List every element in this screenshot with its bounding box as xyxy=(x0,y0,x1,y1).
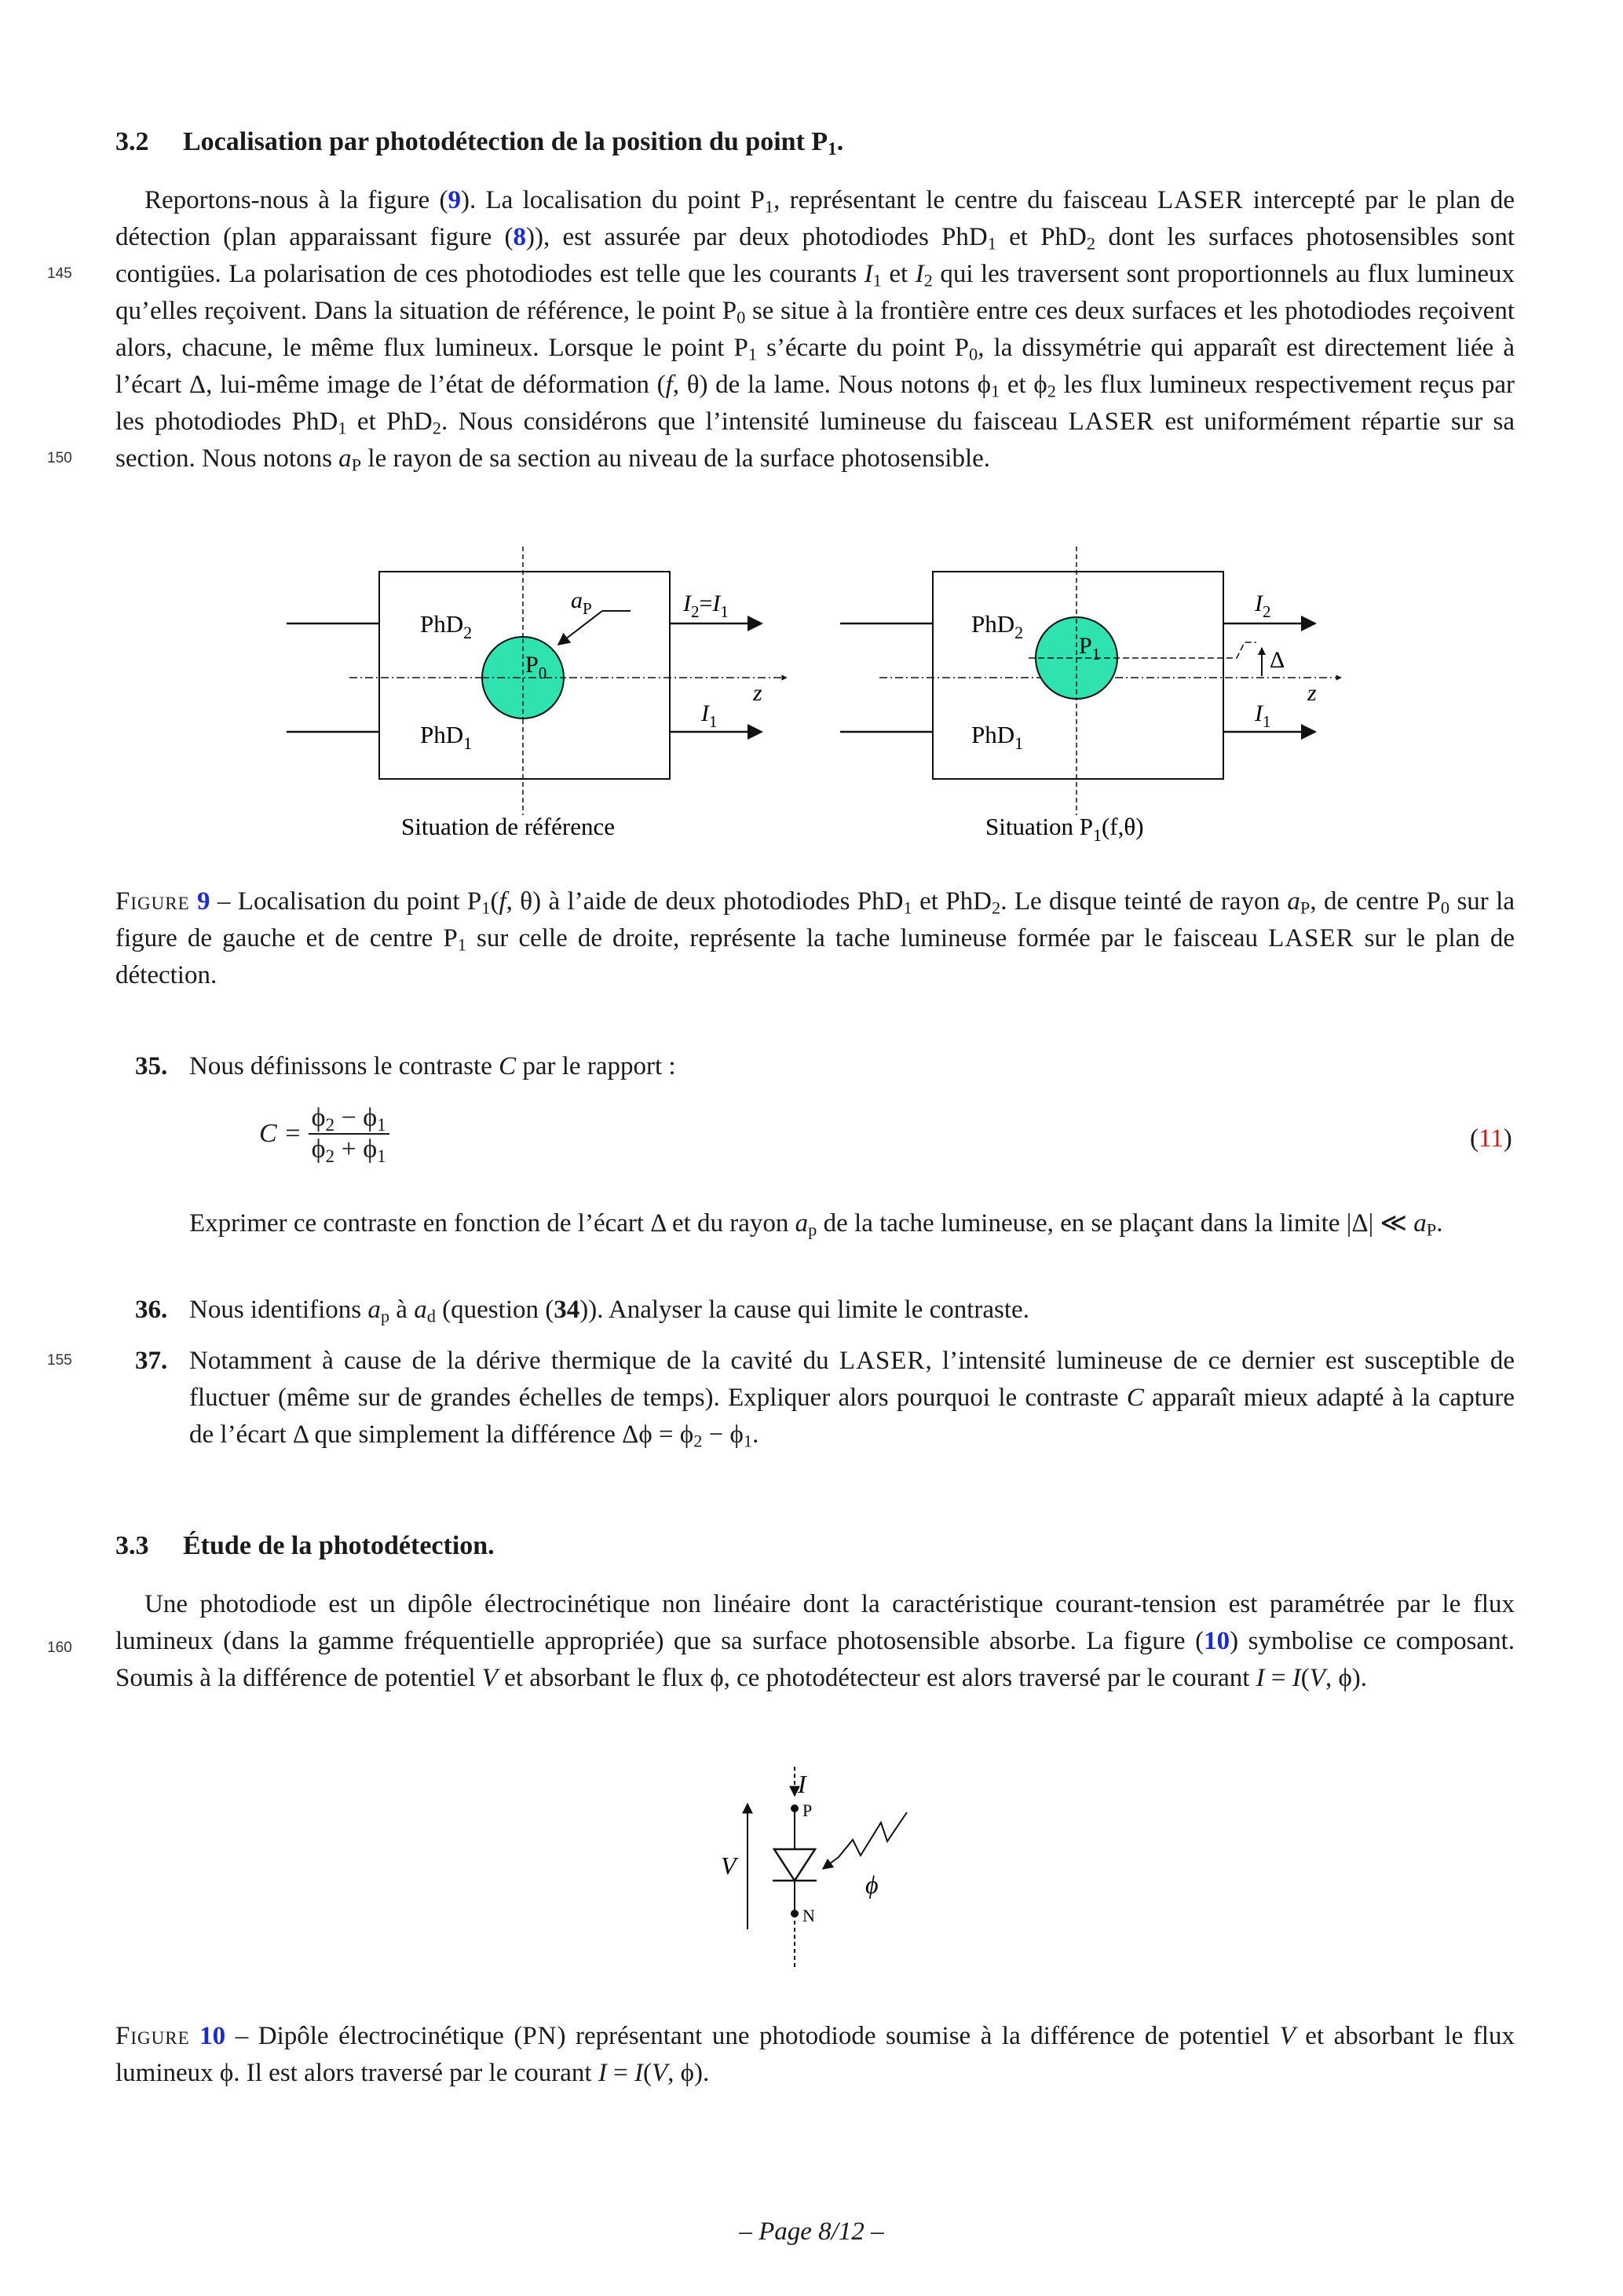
label-i2: $I_2$ xyxy=(1255,590,1271,621)
question-37 xyxy=(115,1343,1515,1453)
label-flux: ϕ xyxy=(865,1870,879,1899)
question-text: Exprimer ce contraste en fonction de l’écart Δ et du rayon $a_p$ de la tache lumineuse, en se plaçant dans la limite |Δ| ≪ $a_P$. xyxy=(189,1209,1443,1240)
figure-10-caption: Figure 10 – Dipôle électrocinétique (PN) représentant une photodiode soumise à la différence de potentiel V et absorbant le flux lumineux ϕ. Il est alors traversé par le courant I = I(V, ϕ). xyxy=(115,2022,1515,2087)
label-current: I xyxy=(798,1770,806,1798)
light-arrow xyxy=(823,1857,839,1869)
section-number: 3.2 xyxy=(115,127,149,156)
label-p: P xyxy=(802,1801,813,1820)
ref-question-34[interactable]: 34 xyxy=(554,1296,580,1324)
section-title-end: . xyxy=(836,127,844,156)
question-35-instruction xyxy=(115,1205,1515,1242)
ref-figure-8[interactable]: 8 xyxy=(513,223,527,251)
figure-9-left xyxy=(287,547,787,840)
paragraph-photodetection: Une photodiode est un dipôle électrocinétique non linéaire dont la caractéristique courant-tension est paramétrée par le flux lumineux (dans la gamme fréquentielle appropriée) que sa surface photosensible absorbe. La figure (10) symbolise ce composant. Soumis à la différence de potentiel V et absorbant le flux ϕ, ce photodétecteur est alors traversé par le courant I = I(V, ϕ). xyxy=(115,1590,1515,1692)
line-number: 145 xyxy=(47,265,72,282)
label-i2-eq-i1: $I_2=I_1$ xyxy=(683,590,729,621)
question-number: 36. xyxy=(135,1296,168,1324)
line-number: 150 xyxy=(47,450,72,466)
page-footer: – Page 8/12 – xyxy=(739,2217,884,2246)
line-number: 160 xyxy=(47,1640,72,1656)
label-i1: $I_1$ xyxy=(701,700,718,731)
label-n: N xyxy=(802,1906,815,1925)
section-title: Localisation par photodétection de la position du point P xyxy=(183,127,828,156)
section-number: 3.3 xyxy=(115,1531,149,1560)
figure-9-diagram xyxy=(279,540,1354,854)
section-heading-3-2 xyxy=(115,127,843,157)
label-z: z xyxy=(1307,680,1317,706)
light-ray-zigzag xyxy=(839,1812,907,1857)
label-phd1: PhD$_1$ xyxy=(971,721,1024,753)
label-z: z xyxy=(753,680,762,706)
label-phd1: PhD$_1$ xyxy=(420,721,473,753)
label-p1: $P_1$ xyxy=(1079,633,1101,664)
line-number: 155 xyxy=(47,1352,72,1369)
question-35 xyxy=(115,1048,1515,1085)
radius-arrow xyxy=(558,611,602,645)
label-phd2: PhD$_2$ xyxy=(420,610,473,642)
label-delta: Δ xyxy=(1270,647,1285,673)
question-number: 37. xyxy=(135,1347,168,1375)
equation-number: (11) xyxy=(1470,1124,1512,1153)
label-radius: $a_P$ xyxy=(571,587,592,618)
caption-right: Situation $P_1(f,\theta)$ xyxy=(985,813,1144,845)
question-number: 35. xyxy=(135,1052,168,1080)
ref-figure-9[interactable]: 9 xyxy=(448,186,461,214)
ref-figure-10[interactable]: 10 xyxy=(1204,1627,1230,1655)
question-36 xyxy=(115,1292,1515,1329)
label-phd2: PhD$_2$ xyxy=(971,610,1024,642)
question-text: Nous définissons le contraste C par le rapport : xyxy=(189,1052,676,1080)
label-p0: $P_0$ xyxy=(525,652,547,682)
ref-figure-10-label[interactable]: 10 xyxy=(199,2022,226,2050)
equation-11: C = $\frac{\phi_2 - \phi_1}{\phi_2 + \phi_1}$ xyxy=(259,1103,389,1164)
ref-figure-9-label[interactable]: 9 xyxy=(197,887,210,916)
figure-10-photodiode xyxy=(707,1763,927,1975)
section-title-sub: 1 xyxy=(828,138,837,159)
caption-left: Situation de référence xyxy=(401,813,615,840)
paragraph-localisation: Reportons-nous à la figure (9). La localisation du point $P_1$, représentant le centre du faisceau LASER intercepté par le plan de détection (plan apparaissant figure (8)), est assurée par deux photodiodes PhD$_1$ et PhD$_2$ dont les surfaces photosensibles sont contigües. La polarisation de ces photodiodes est telle que les courants $I_1$ et $I_2$ qui les traversent sont proportionnels au flux lumineux qu’elles reçoivent. Dans la situation de référence, le point $P_0$ se situe à la frontière entre ces deux surfaces et les photodiodes reçoivent alors, chacune, le même flux lumineux. Lorsque le point $P_1$ s’écarte du point $P_0$, la dissymétrie qui apparaît est directement liée à l’écart Δ, lui-même image de l’état de déformation (f, θ) de la lame. Nous notons $\phi_1$ et $\phi_2$ les flux lumineux respectivement reçus par les photodiodes PhD$_1$ et PhD$_2$. Nous considérons que l’intensité lumineuse du faisceau LASER est uniformément répartie sur sa section. Nous notons $a_P$ le rayon de sa section au niveau de la surface photosensible. xyxy=(115,186,1515,475)
figure-9-right xyxy=(840,547,1341,845)
section-heading-3-3 xyxy=(115,1531,495,1561)
label-i1: $I_1$ xyxy=(1255,700,1271,731)
label-voltage: V xyxy=(721,1852,737,1880)
section-title: Étude de la photodétection. xyxy=(183,1531,495,1560)
diode-symbol xyxy=(774,1849,815,1881)
figure-9-caption: Figure 9 – Localisation du point $P_1(f$, θ) à l’aide de deux photodiodes PhD$_1$ et PhD$_2$. Le disque teinté de rayon $a_P$, de centre $P_0$ sur la figure de gauche et de centre $P_1$ sur celle de droite, représente la tache lumineuse formée par le faisceau LASER sur le plan de détection. xyxy=(115,887,1515,989)
question-text: Nous identifions $a_p$ à $a_d$ (question (34)). Analyser la cause qui limite le contraste. xyxy=(189,1296,1029,1326)
question-text: Notamment à cause de la dérive thermique de la cavité du LASER, l’intensité lumineuse de ce dernier est susceptible de fluctuer (même sur de grandes échelles de temps). Expliquer alors pourquoi le contraste C apparaît mieux adapté à la capture de l’écart Δ que simplement la différence $\Delta\phi = \phi_2 - \phi_1$. xyxy=(189,1347,1515,1451)
